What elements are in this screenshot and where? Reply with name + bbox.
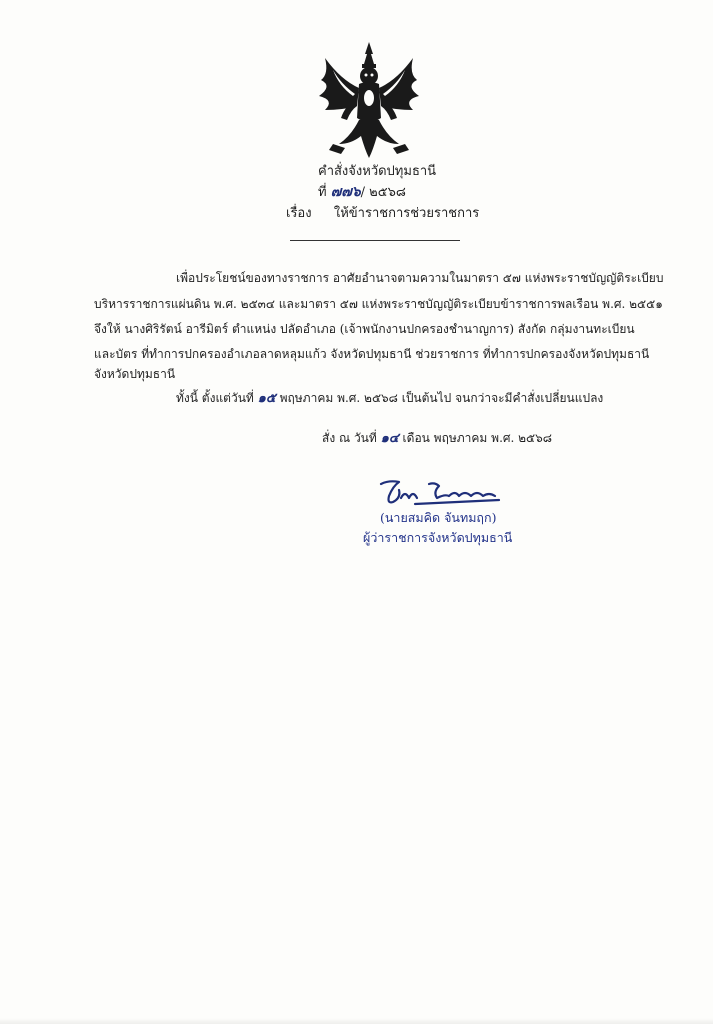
subject-text: ให้ข้าราชการช่วยราชการ bbox=[333, 206, 480, 221]
dated-day-handwritten: ๑๔ bbox=[380, 431, 399, 446]
scan-shadow bbox=[0, 1018, 713, 1024]
paragraph-1-line-3: จึงให้ นางศิริรัตน์ อารีมิตร์ ตำแหน่ง ปลัดอำเภอ (เจ้าพนักงานปกครองชำนาญการ) สังกัด กลุ่มงานทะเบียน bbox=[94, 322, 635, 336]
subject-label: เรื่อง bbox=[286, 206, 312, 221]
garuda-emblem-icon bbox=[311, 40, 427, 162]
dated-line bbox=[322, 430, 552, 447]
effective-day-handwritten: ๑๕ bbox=[257, 391, 276, 406]
paragraph-1-line-5: จังหวัดปทุมธานี bbox=[94, 367, 176, 381]
dated-prefix: สั่ง ณ วันที่ bbox=[322, 431, 377, 445]
order-number-prefix: ที่ bbox=[318, 185, 327, 200]
paragraph-2-prefix: ทั้งนี้ ตั้งแต่วันที่ bbox=[176, 391, 254, 405]
paragraph-1-line-2: บริหารราชการแผ่นดิน พ.ศ. ๒๕๓๔ และมาตรา ๕๗ แห่งพระราชบัญญัติระเบียบข้าราชการพลเรือน พ.ศ. ๒๕๕๑ bbox=[94, 297, 663, 311]
signer-name: (นายสมคิด จันทมฤก) bbox=[380, 510, 497, 525]
dated-suffix: เดือน พฤษภาคม พ.ศ. ๒๕๖๘ bbox=[402, 431, 552, 445]
order-number-handwritten: ๗๗๖ bbox=[330, 184, 361, 200]
order-number bbox=[318, 184, 406, 201]
header-divider bbox=[290, 240, 460, 241]
signer-position: ผู้ว่าราชการจังหวัดปทุมธานี bbox=[363, 530, 513, 545]
handwritten-signature bbox=[375, 476, 515, 510]
paragraph-2 bbox=[176, 390, 603, 407]
subject-line bbox=[286, 206, 479, 222]
paragraph-2-suffix: พฤษภาคม พ.ศ. ๒๕๖๘ เป็นต้นไป จนกว่าจะมีคำสั่งเปลี่ยนแปลง bbox=[279, 391, 604, 405]
order-title: คำสั่งจังหวัดปทุมธานี bbox=[318, 164, 437, 179]
paragraph-1-line-4: และบัตร ที่ทำการปกครองอำเภอลาดหลุมแก้ว จังหวัดปทุมธานี ช่วยราชการ ที่ทำการปกครองจังหวัดปทุมธานี bbox=[94, 347, 650, 361]
order-number-suffix: / ๒๕๖๘ bbox=[360, 185, 406, 200]
paragraph-1-line-1: เพื่อประโยชน์ของทางราชการ อาศัยอำนาจตามความในมาตรา ๕๗ แห่งพระราชบัญญัติระเบียบ bbox=[176, 271, 664, 285]
